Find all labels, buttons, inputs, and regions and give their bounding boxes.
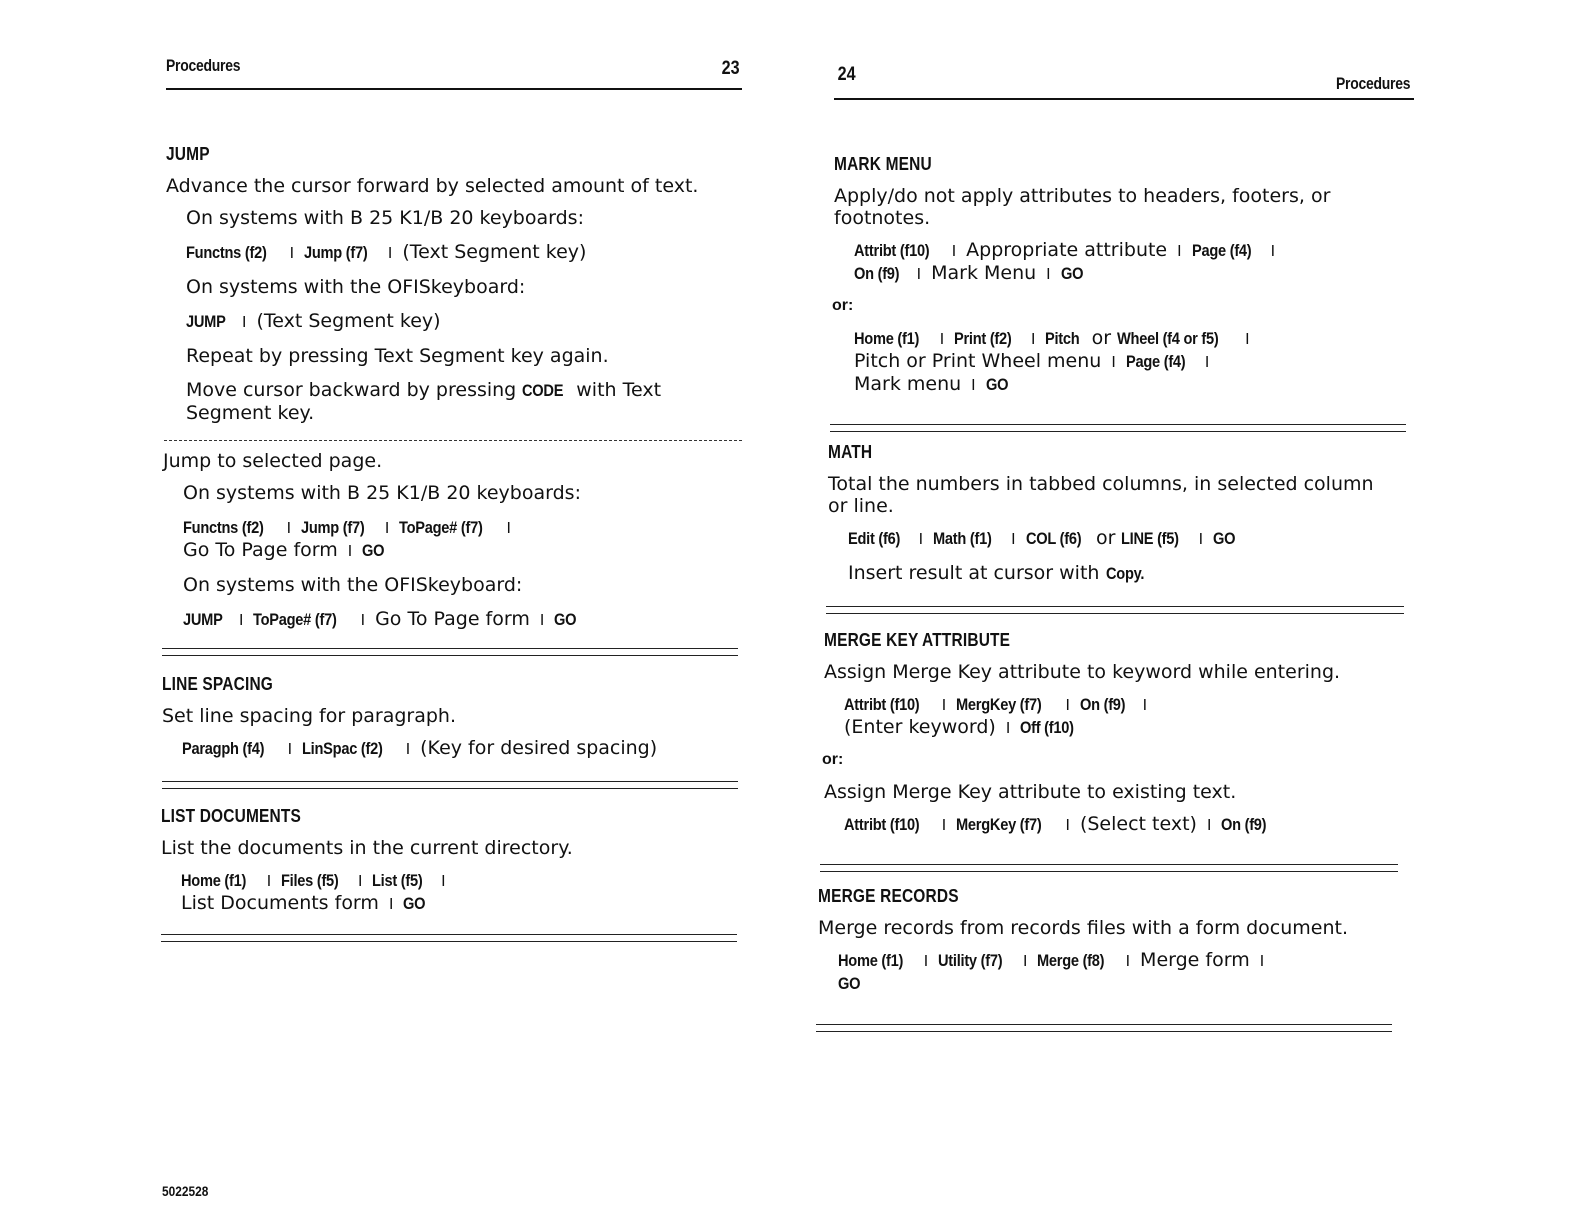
separator: I [1245, 330, 1250, 348]
separator: I [918, 530, 924, 548]
key-jump: Jump (f7) [304, 243, 368, 262]
text-segment-key: (Text Segment key) [402, 241, 587, 263]
section-divider [161, 934, 737, 942]
separator: I [1031, 330, 1036, 348]
separator: I [1125, 952, 1131, 970]
math-desc: Total the numbers in tabbed columns, in selected column or line. [828, 473, 1374, 517]
key-go: GO [362, 541, 385, 560]
jump-repeat: Repeat by pressing Text Segment key again. [186, 345, 609, 367]
separator: I [358, 872, 363, 890]
separator: I [1204, 353, 1210, 371]
merge-key-keys-a [844, 693, 1408, 716]
mark-menu-keys-a-2 [854, 262, 1414, 285]
key-files: Files (f5) [281, 871, 339, 890]
jump-b25-keys [186, 241, 746, 264]
separator: I [286, 519, 292, 537]
key-mergkey: MergKey (f7) [956, 815, 1042, 834]
list-documents-keys-2 [181, 892, 741, 915]
mark-menu-desc: Apply/do not apply attributes to headers, footers, or footnotes. [834, 185, 1331, 229]
key-page: Page (f4) [1125, 352, 1186, 371]
key-code: CODE [522, 381, 564, 400]
merge-key-desc: Assign Merge Key attribute to keyword while entering. [824, 661, 1341, 683]
key-home: Home (f1) [181, 871, 247, 890]
key-home: Home (f1) [838, 951, 904, 970]
mark-menu-heading: MARK MENU [834, 154, 932, 174]
key-functns: Functns (f2) [186, 243, 267, 262]
section-divider [162, 648, 738, 656]
right-page-number: 24 [837, 64, 856, 85]
mark-menu-keys-b-2 [854, 350, 1414, 373]
section-divider [826, 606, 1404, 614]
separator: I [539, 611, 545, 629]
math-keys [848, 527, 1412, 550]
select-text: (Select text) [1079, 813, 1197, 835]
key-wheel: Wheel (f4 or f5) [1117, 329, 1219, 348]
merge-records-heading: MERGE RECORDS [818, 886, 959, 906]
separator: I [916, 265, 922, 283]
mark-menu-text: Mark menu [854, 373, 962, 395]
line-spacing-keys [182, 737, 742, 760]
separator: I [360, 611, 366, 629]
list-documents-keys [181, 869, 741, 892]
separator: I [1206, 816, 1212, 834]
or-label: or: [822, 751, 844, 768]
separator: I [387, 244, 393, 262]
section-jump [166, 144, 746, 436]
backward-post: with Text Segment key. [186, 379, 662, 424]
separator: I [1270, 242, 1276, 260]
merge-records-keys [838, 949, 1402, 972]
jump-page-b25-keys-2 [183, 539, 743, 562]
document-number: 5022528 [162, 1183, 209, 1199]
math-insert [848, 562, 1412, 585]
key-mergkey: MergKey (f7) [956, 695, 1042, 714]
line-spacing-desc: Set line spacing for paragraph. [162, 705, 457, 727]
jump-ofis-keys [186, 310, 746, 333]
jump-ofis-intro: On systems with the OFISkeyboard: [186, 276, 526, 298]
left-running-head: Procedures [166, 56, 241, 75]
key-attribt: Attribt (f10) [854, 241, 930, 260]
insert-pre: Insert result at cursor with [848, 562, 1100, 584]
section-mark-menu [834, 154, 1414, 408]
separator: I [1046, 265, 1051, 283]
key-on: On (f9) [1079, 695, 1126, 714]
key-on: On (f9) [854, 264, 900, 283]
separator: I [287, 740, 293, 758]
key-go: GO [1213, 529, 1236, 548]
separator: I [1111, 353, 1116, 371]
separator: I [939, 330, 945, 348]
key-home: Home (f1) [854, 329, 920, 348]
section-jump-page [163, 450, 743, 643]
separator: I [1259, 952, 1265, 970]
merge-key-keys-b [844, 813, 1408, 836]
merge-key-keys-a-2 [844, 716, 1408, 739]
section-line-spacing [162, 674, 742, 772]
key-go: GO [985, 375, 1008, 394]
separator: I [1005, 719, 1011, 737]
jump-page-ofis-keys [183, 608, 743, 631]
separator: I [1142, 696, 1148, 714]
key-math: Math (f1) [933, 529, 992, 548]
separator: I [239, 611, 244, 629]
section-list-documents [161, 806, 741, 927]
section-divider [830, 424, 1406, 432]
separator: I [1011, 530, 1016, 548]
go-to-page-form: Go To Page form [183, 539, 338, 561]
desired-spacing-key: (Key for desired spacing) [420, 737, 658, 759]
separator: I [1022, 952, 1028, 970]
merge-records-keys-2 [838, 972, 1402, 995]
separator: I [941, 816, 947, 834]
separator: I [923, 952, 929, 970]
key-attribt: Attribt (f10) [844, 815, 920, 834]
jump-page-ofis-intro: On systems with the OFISkeyboard: [183, 574, 523, 596]
mark-menu-keys-b-3 [854, 373, 1414, 396]
separator: I [405, 740, 411, 758]
key-go: GO [838, 974, 861, 993]
mark-menu-text: Mark Menu [931, 262, 1037, 284]
key-paragph: Paragph (f4) [182, 739, 265, 758]
or-text: or [1091, 327, 1112, 349]
go-to-page-form: Go To Page form [375, 608, 530, 630]
separator: I [289, 244, 295, 262]
separator: I [1198, 530, 1204, 548]
pitch-wheel-menu: Pitch or Print Wheel menu [854, 350, 1102, 372]
mark-menu-keys-a [854, 239, 1414, 262]
mark-menu-keys-b [854, 327, 1414, 350]
key-jump-ofis: JUMP [183, 610, 223, 629]
section-divider [162, 781, 738, 789]
enter-keyword: (Enter keyword) [844, 716, 996, 738]
separator: I [951, 242, 957, 260]
key-pitch: Pitch [1045, 329, 1080, 348]
separator: I [266, 872, 272, 890]
separator: I [1065, 696, 1070, 714]
list-documents-heading: LIST DOCUMENTS [161, 806, 302, 826]
merge-key-desc2: Assign Merge Key attribute to existing text. [824, 781, 1237, 803]
line-spacing-heading: LINE SPACING [162, 674, 274, 694]
left-page-number: 23 [721, 58, 740, 79]
merge-key-heading: MERGE KEY ATTRIBUTE [824, 630, 1011, 650]
key-functns: Functns (f2) [183, 518, 264, 537]
merge-records-desc: Merge records from records files with a form document. [818, 917, 1349, 939]
key-jump: Jump (f7) [301, 518, 365, 537]
key-topage: ToPage# (f7) [399, 518, 483, 537]
separator: I [941, 696, 947, 714]
math-heading: MATH [828, 442, 873, 462]
right-running-head: Procedures [1336, 74, 1411, 93]
key-col: COL (f6) [1025, 529, 1081, 548]
key-merge: Merge (f8) [1037, 951, 1105, 970]
key-off: Off (f10) [1020, 718, 1074, 737]
jump-heading: JUMP [166, 144, 210, 164]
key-copy: Copy. [1105, 564, 1144, 583]
separator: I [388, 895, 394, 913]
or-label: or: [832, 297, 854, 314]
key-list: List (f5) [372, 871, 423, 890]
section-math [828, 442, 1412, 597]
key-topage: ToPage# (f7) [253, 610, 338, 629]
section-merge-key [824, 630, 1408, 848]
jump-desc: Advance the cursor forward by selected amount of text. [166, 175, 699, 197]
key-utility: Utility (f7) [938, 951, 1003, 970]
separator: I [347, 542, 353, 560]
section-divider [820, 864, 1398, 872]
key-linspac: LinSpac (f2) [302, 739, 383, 758]
key-go: GO [1060, 264, 1083, 283]
jump-dashed-divider [164, 440, 742, 441]
key-jump-ofis: JUMP [186, 312, 226, 331]
key-page: Page (f4) [1191, 241, 1251, 260]
key-go: GO [403, 894, 426, 913]
key-line: LINE (f5) [1121, 529, 1180, 548]
merge-form: Merge form [1140, 949, 1250, 971]
key-on: On (f9) [1221, 815, 1267, 834]
key-edit: Edit (f6) [848, 529, 901, 548]
key-attribt: Attribt (f10) [844, 695, 920, 714]
section-merge-records [818, 886, 1402, 1007]
list-documents-form: List Documents form [181, 892, 379, 914]
separator: I [971, 376, 976, 394]
appropriate-attribute: Appropriate attribute [966, 239, 1168, 261]
separator: I [1065, 816, 1070, 834]
list-documents-desc: List the documents in the current directory. [161, 837, 573, 859]
jump-b25-intro: On systems with B 25 K1/B 20 keyboards: [186, 207, 584, 229]
right-header-rule [834, 98, 1414, 100]
key-go: GO [554, 610, 577, 629]
jump-backward [186, 379, 676, 424]
jump-page-b25-intro: On systems with B 25 K1/B 20 keyboards: [183, 482, 581, 504]
left-header-rule [166, 88, 742, 90]
section-divider [816, 1024, 1392, 1032]
text-segment-key: (Text Segment key) [256, 310, 441, 332]
jump-page-desc: Jump to selected page. [163, 450, 383, 472]
key-print: Print (f2) [954, 329, 1012, 348]
or-text: or [1095, 527, 1116, 549]
jump-page-b25-keys [183, 516, 743, 539]
backward-pre: Move cursor backward by pressing [186, 379, 517, 401]
separator: I [1177, 242, 1182, 260]
separator: I [506, 519, 511, 537]
separator: I [242, 313, 247, 331]
separator: I [384, 519, 390, 537]
separator: I [441, 872, 446, 890]
